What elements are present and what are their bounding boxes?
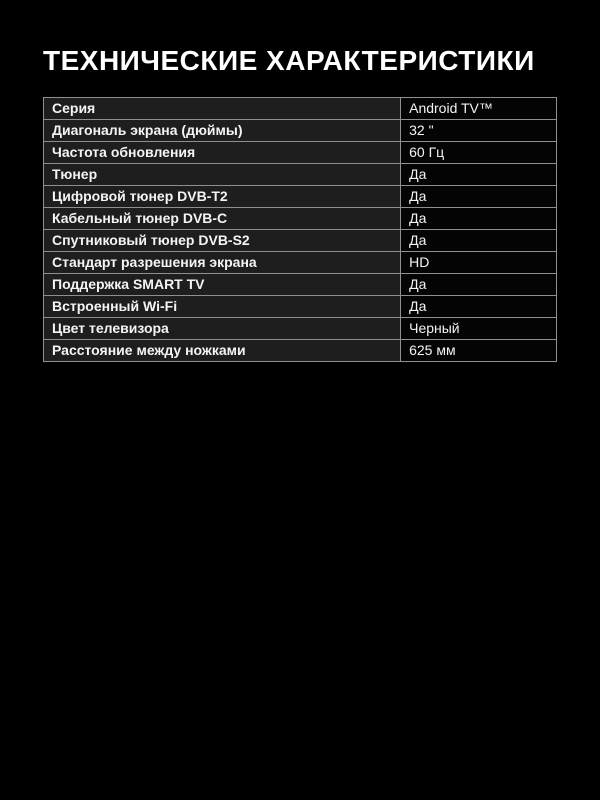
spec-label: Стандарт разрешения экрана — [44, 252, 401, 274]
spec-label: Частота обновления — [44, 142, 401, 164]
spec-value: Да — [401, 164, 557, 186]
spec-table-body — [44, 98, 557, 362]
spec-label: Цвет телевизора — [44, 318, 401, 340]
spec-table — [43, 97, 557, 362]
page-title: ТЕХНИЧЕСКИЕ ХАРАКТЕРИСТИКИ — [43, 45, 535, 76]
spec-value: Да — [401, 186, 557, 208]
spec-value: Черный — [401, 318, 557, 340]
table-row — [44, 208, 557, 230]
spec-page — [0, 46, 600, 800]
spec-label: Спутниковый тюнер DVB-S2 — [44, 230, 401, 252]
spec-value: HD — [401, 252, 557, 274]
table-row — [44, 296, 557, 318]
table-row — [44, 186, 557, 208]
spec-value: Да — [401, 274, 557, 296]
table-row — [44, 98, 557, 120]
spec-label: Кабельный тюнер DVB-C — [44, 208, 401, 230]
spec-value: 32 " — [401, 120, 557, 142]
spec-value: Android TV™ — [401, 98, 557, 120]
table-row — [44, 142, 557, 164]
table-row — [44, 120, 557, 142]
table-row — [44, 230, 557, 252]
spec-value: 60 Гц — [401, 142, 557, 164]
table-row — [44, 318, 557, 340]
spec-label: Расстояние между ножками — [44, 340, 401, 362]
spec-label: Цифровой тюнер DVB-T2 — [44, 186, 401, 208]
spec-label: Тюнер — [44, 164, 401, 186]
table-row — [44, 164, 557, 186]
table-row — [44, 252, 557, 274]
spec-label: Серия — [44, 98, 401, 120]
spec-value: Да — [401, 208, 557, 230]
table-row — [44, 274, 557, 296]
spec-value: 625 мм — [401, 340, 557, 362]
spec-label: Диагональ экрана (дюймы) — [44, 120, 401, 142]
spec-label: Поддержка SMART TV — [44, 274, 401, 296]
table-row — [44, 340, 557, 362]
spec-value: Да — [401, 230, 557, 252]
spec-value: Да — [401, 296, 557, 318]
spec-label: Встроенный Wi-Fi — [44, 296, 401, 318]
